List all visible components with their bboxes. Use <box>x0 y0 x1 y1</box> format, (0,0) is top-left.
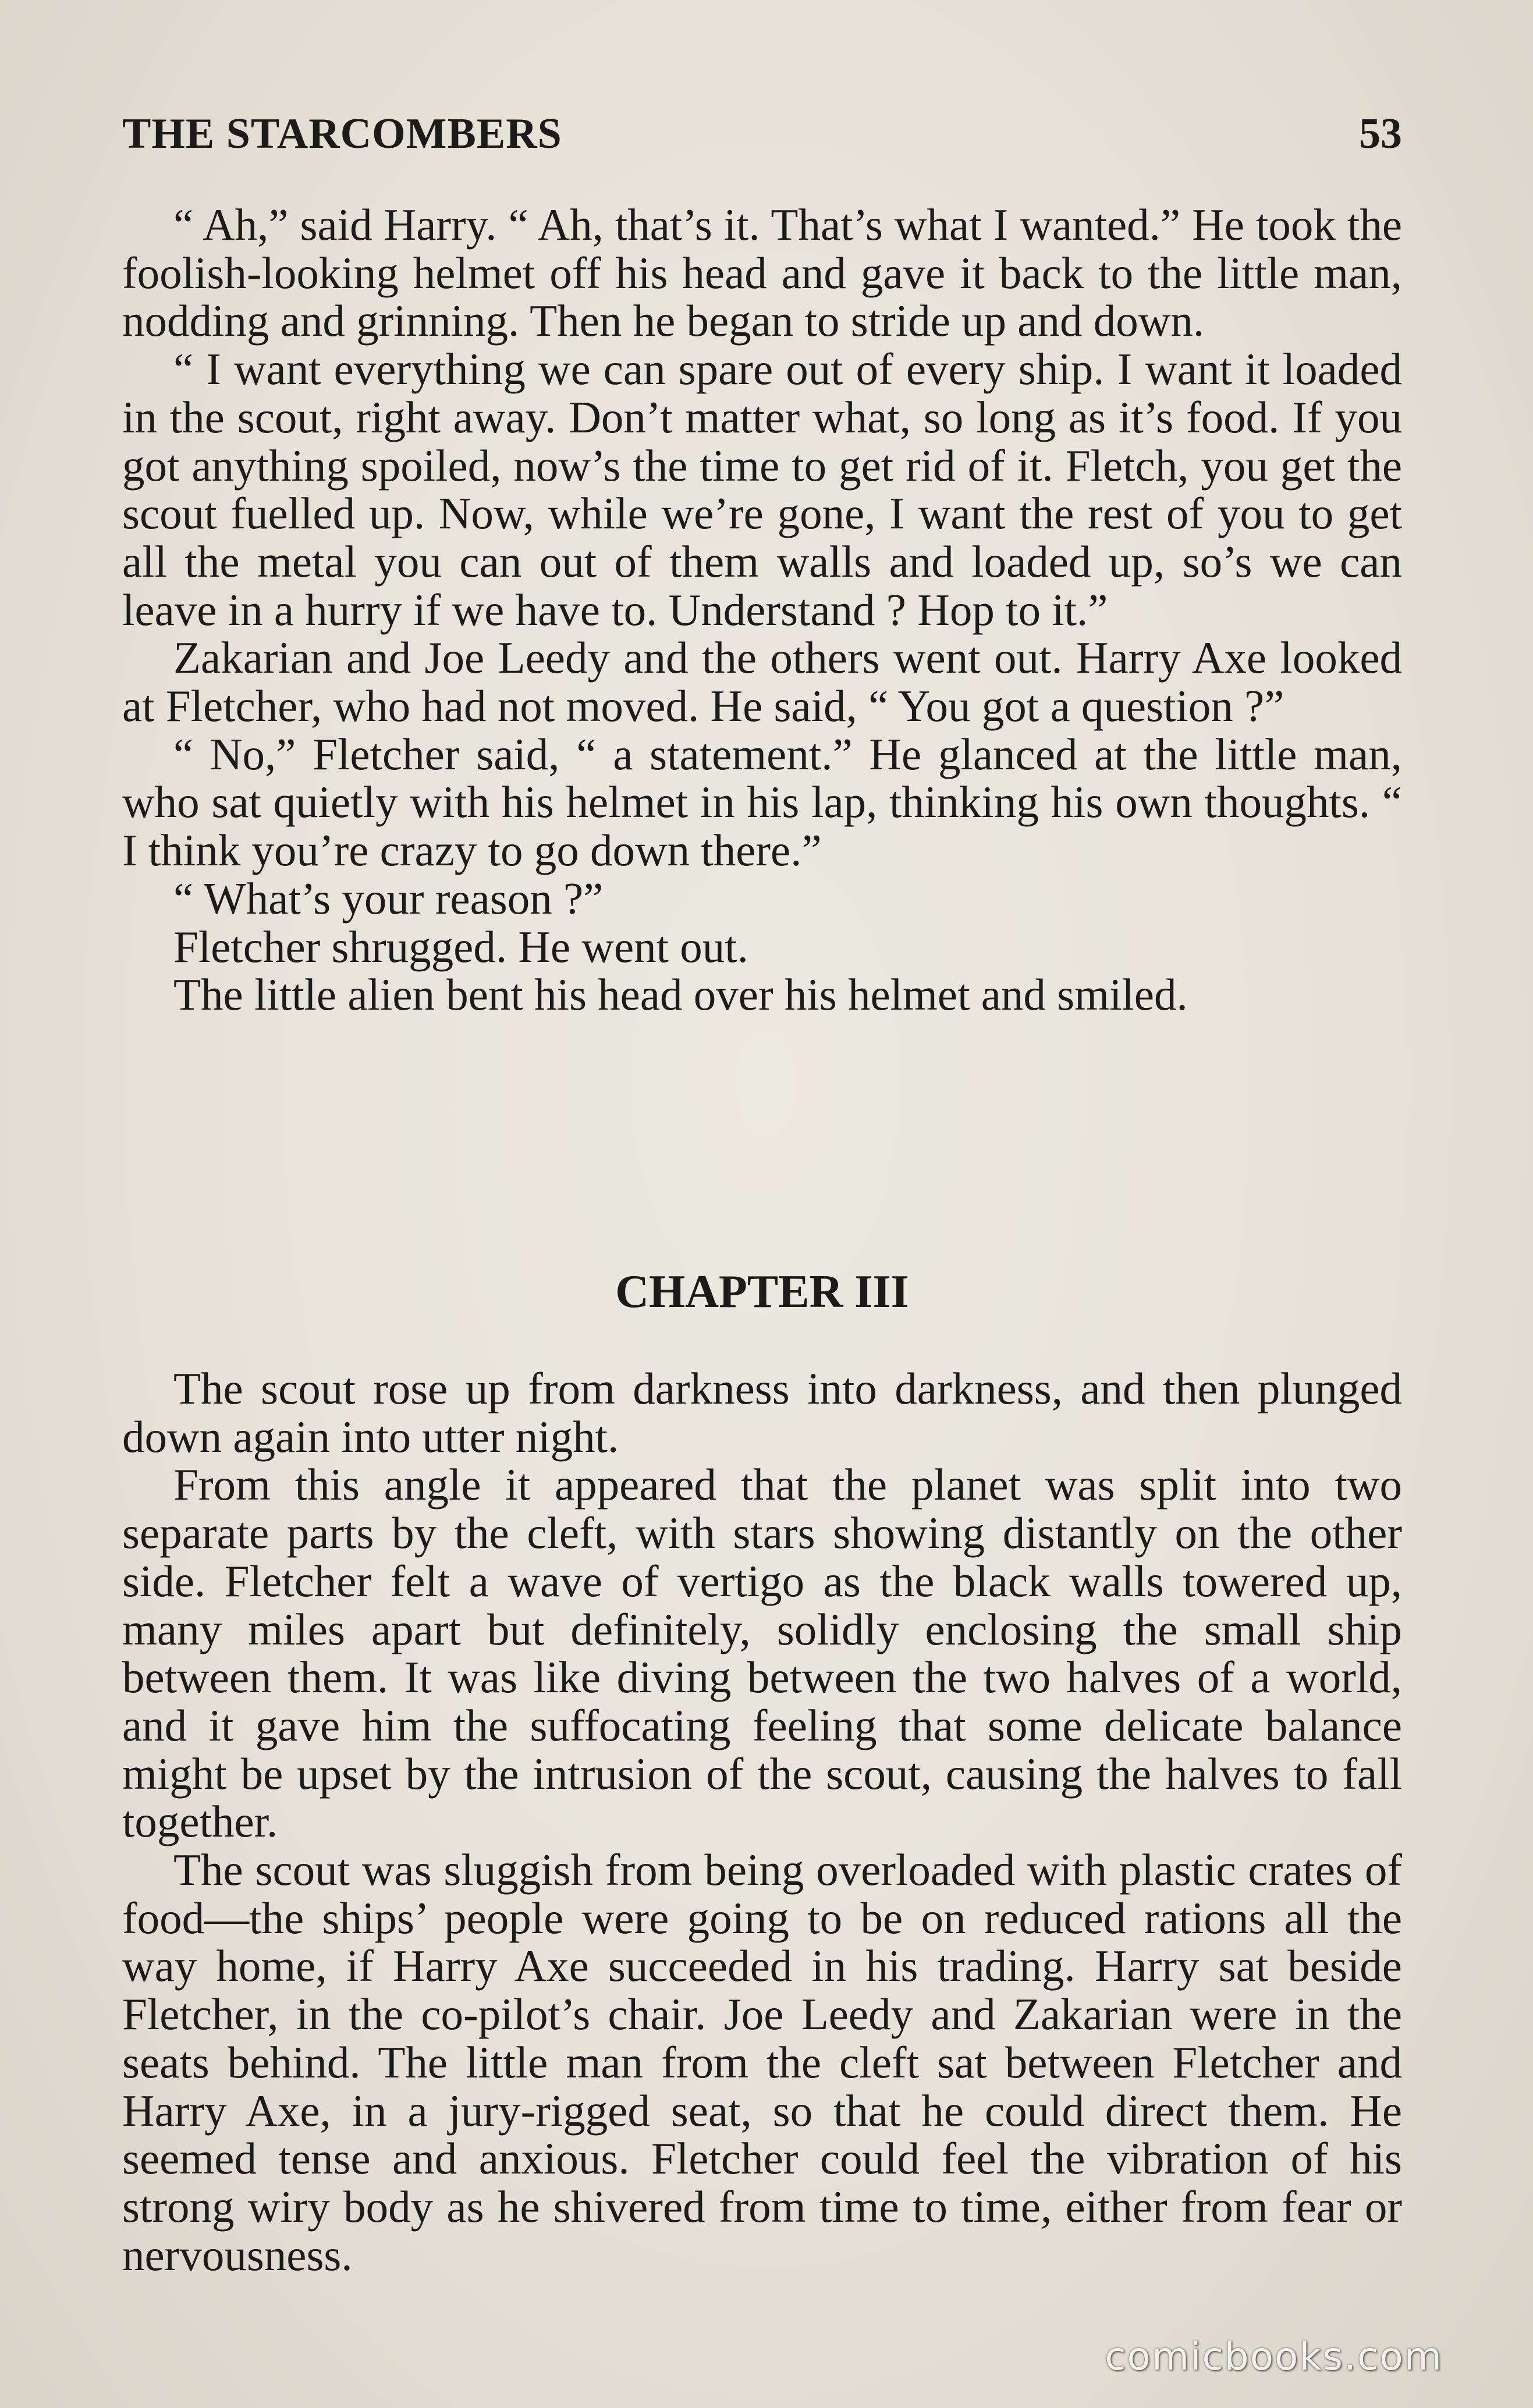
paragraph: “ Ah,” said Harry. “ Ah, that’s it. That’s what I wanted.” He took the foolish-looking helmet off his head and gave it back to the little man, nodding and grinning. Then he began to stride up and down. <box>122 200 1402 346</box>
paragraph: Zakarian and Joe Leedy and the others went out. Harry Axe looked at Fletcher, who had not moved. He said, “ You got a question ?” <box>122 633 1402 731</box>
paragraph: “ I want everything we can spare out of every ship. I want it loaded in the scout, right away. Don’t matter what, so long as it’s food. If you got anything spoiled, now’s the time to get rid of it. Fletch, you get the scout fuelled up. Now, while we’re gone, I want the rest of you to get all the metal you can out of them walls and loaded up, so’s we can leave in a hurry if we have to. Understand ? Hop to it.” <box>122 344 1402 635</box>
page-header <box>122 108 1402 160</box>
paragraph: The scout was sluggish from being overloaded with plastic crates of food—the ships’ people were going to be on reduced rations all the way home, if Harry Axe succeeded in his trading. Harry sat beside Fletcher, in the co-pilot’s chair. Joe Leedy and Zakarian were in the seats behind. The little man from the cleft sat between Fletcher and Harry Axe, in a jury-rigged seat, so that he could direct them. He seemed tense and anxious. Fletcher could feel the vibration of his strong wiry body as he shivered from time to time, either from fear or nervousness. <box>122 1845 1402 2280</box>
chapter-heading: CHAPTER III <box>615 1266 909 1317</box>
text-block-bottom <box>122 1365 1402 2279</box>
paragraph: “ What’s your reason ?” <box>173 873 604 924</box>
watermark: comicbooks.com <box>1105 2334 1443 2379</box>
text-block-top <box>122 201 1402 1019</box>
paragraph: The scout rose up from darkness into darkness, and then plunged down again into utter night. <box>122 1363 1402 1462</box>
running-title: THE STARCOMBERS <box>122 110 562 158</box>
page-number: 53 <box>1359 110 1402 158</box>
paragraph: From this angle it appeared that the planet was split into two separate parts by the cleft, with stars showing distantly on the other side. Fletcher felt a wave of vertigo as the black walls towered up, many miles apart but definitely, solidly enclosing the small ship between them. It was like diving between the two halves of a world, and it gave him the suffocating feeling that some delicate balance might be upset by the intrusion of the scout, causing the halves to fall together. <box>122 1459 1402 1847</box>
paragraph: “ No,” Fletcher said, “ a statement.” He glanced at the little man, who sat quietly with his helmet in his lap, thinking his own thoughts. “ I think you’re crazy to go down there.” <box>122 729 1402 876</box>
paragraph: The little alien bent his head over his helmet and smiled. <box>173 969 1188 1020</box>
paragraph: Fletcher shrugged. He went out. <box>173 921 748 972</box>
